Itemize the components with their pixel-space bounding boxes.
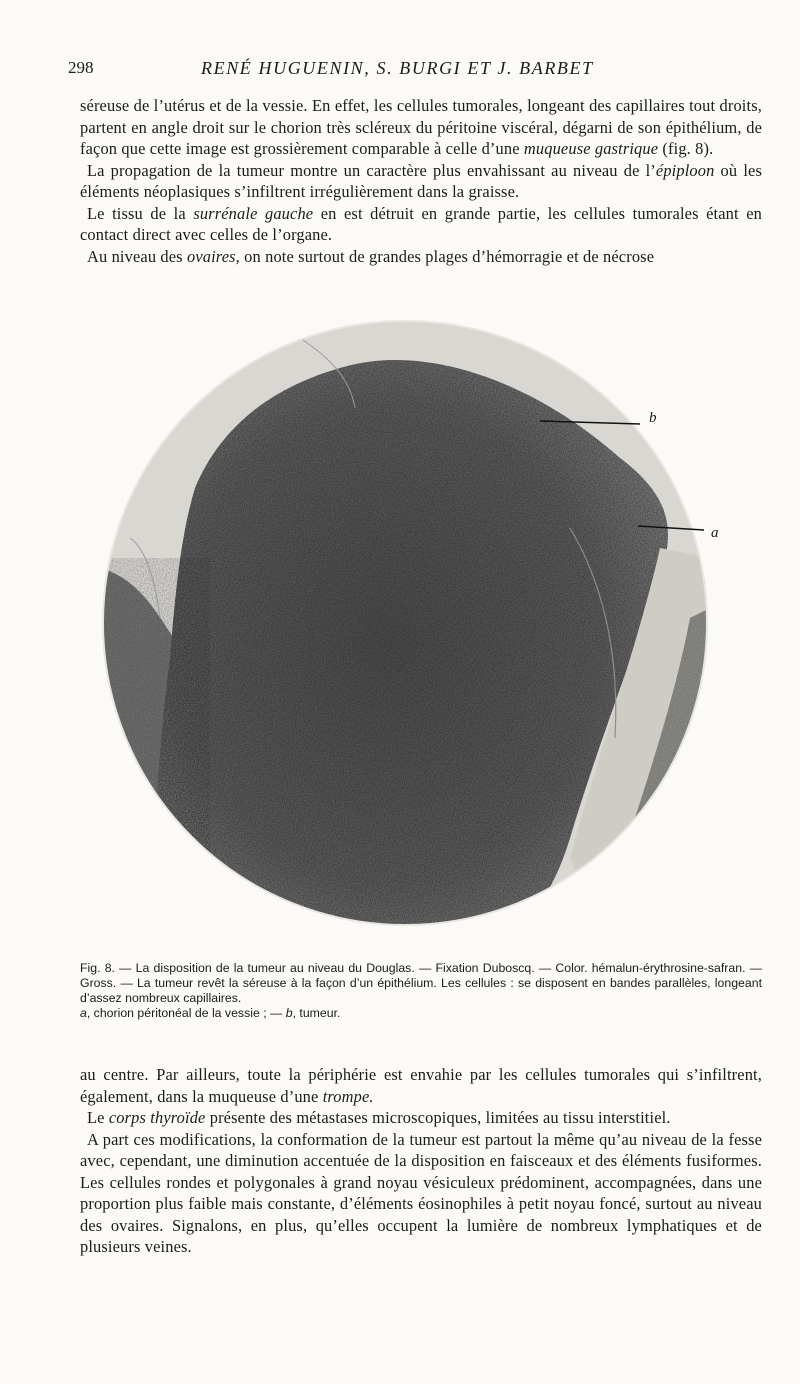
paragraph bbox=[80, 1107, 762, 1129]
text-run: (fig. 8). bbox=[658, 139, 714, 158]
page-number: 298 bbox=[68, 58, 94, 77]
italic-term: ovaires, bbox=[186, 246, 240, 266]
text-run: où les éléments néoplasiques s’infiltrent irrégulièrement dans la graisse. bbox=[80, 160, 762, 201]
paragraph bbox=[80, 1064, 762, 1107]
paragraph bbox=[80, 203, 762, 246]
italic-term: épiploon bbox=[655, 160, 715, 180]
text-run: A part ces modifications, la conformation de la tumeur est partout la même qu’au niveau de la fesse avec, cependant, une diminution accentuée de la disposition en faisceaux et des éléments fusiformes. Les cellules rondes et polygonales à grand noyau vésiculeux prédominent, accompagnées, dans une proportion plus faible mais constante, d’éléments éosinophiles à petit noyau foncé, surtout au niveau des ovaires. Signalons, en plus, qu’elles occupent la lumière de nombreux lymphatiques et de plusieurs veines. bbox=[80, 1129, 762, 1256]
text-run: au centre. Par ailleurs, toute la périphérie est envahie par les cellules tumorales qui s’infiltrent, également, dans la muqueuse d’une bbox=[80, 1065, 762, 1106]
text-run: La propagation de la tumeur montre un caractère plus envahissant au niveau de l’ bbox=[87, 160, 656, 180]
running-head bbox=[68, 58, 768, 84]
legend-text-a: , chorion péritonéal de la vessie ; — bbox=[86, 1006, 286, 1020]
legend-text-b: , tumeur. bbox=[292, 1006, 341, 1020]
figure-label-a: a bbox=[711, 525, 719, 541]
micrograph-image bbox=[100, 318, 710, 928]
italic-term: muqueuse gastrique bbox=[523, 139, 659, 158]
text-run: Au niveau des bbox=[87, 246, 187, 266]
caption-text: Fig. 8. — La disposition de la tumeur au niveau du Douglas. — Fixation Duboscq. — Color. hémalun-érythrosine-safran. — Gross. — La tumeur revêt la séreuse à la façon d’un épithélium. Les cellules : se disposent en bandes parallèles, longeant d’assez nombreux capillaires. bbox=[80, 961, 762, 1005]
text-run: séreuse de l’utérus et de la vessie. En effet, les cellules tumorales, longeant des capillaires tout droits, partent en angle droit sur le chorion très scléreux du péritoine viscéral, dégarni de son épithélium, de façon que cette image est grossièrement comparable à celle d’une bbox=[80, 96, 762, 158]
figure-caption bbox=[80, 961, 762, 1021]
paragraph bbox=[80, 1129, 762, 1258]
running-head-title: RENÉ HUGUENIN, S. BURGI ET J. BARBET bbox=[201, 58, 594, 78]
italic-term: trompe. bbox=[322, 1086, 374, 1106]
text-run: présente des métastases microscopiques, limitées au tissu interstitiel. bbox=[205, 1108, 671, 1127]
text-run: on note surtout de grandes plages d’hémorragie et de nécrose bbox=[239, 246, 655, 266]
text-run: en est détruit en grande partie, les cellules tumorales étant en contact direct avec celles de l’organe. bbox=[80, 203, 763, 244]
text-run: Le tissu de la bbox=[87, 203, 194, 223]
paragraph bbox=[80, 160, 762, 203]
italic-term: surrénale gauche bbox=[193, 203, 314, 223]
text-run: Le bbox=[87, 1108, 109, 1127]
micrograph-figure bbox=[100, 318, 719, 928]
paragraph bbox=[80, 246, 762, 268]
caption-legend bbox=[80, 1006, 762, 1021]
legend-letter-a: a bbox=[80, 1006, 87, 1020]
italic-term: corps thyroïde bbox=[108, 1108, 206, 1127]
paragraph bbox=[80, 95, 762, 160]
figure-label-b: b bbox=[649, 410, 657, 426]
body-text-top bbox=[80, 95, 762, 267]
legend-letter-b: b bbox=[285, 1006, 293, 1020]
body-text-bottom bbox=[80, 1064, 762, 1258]
